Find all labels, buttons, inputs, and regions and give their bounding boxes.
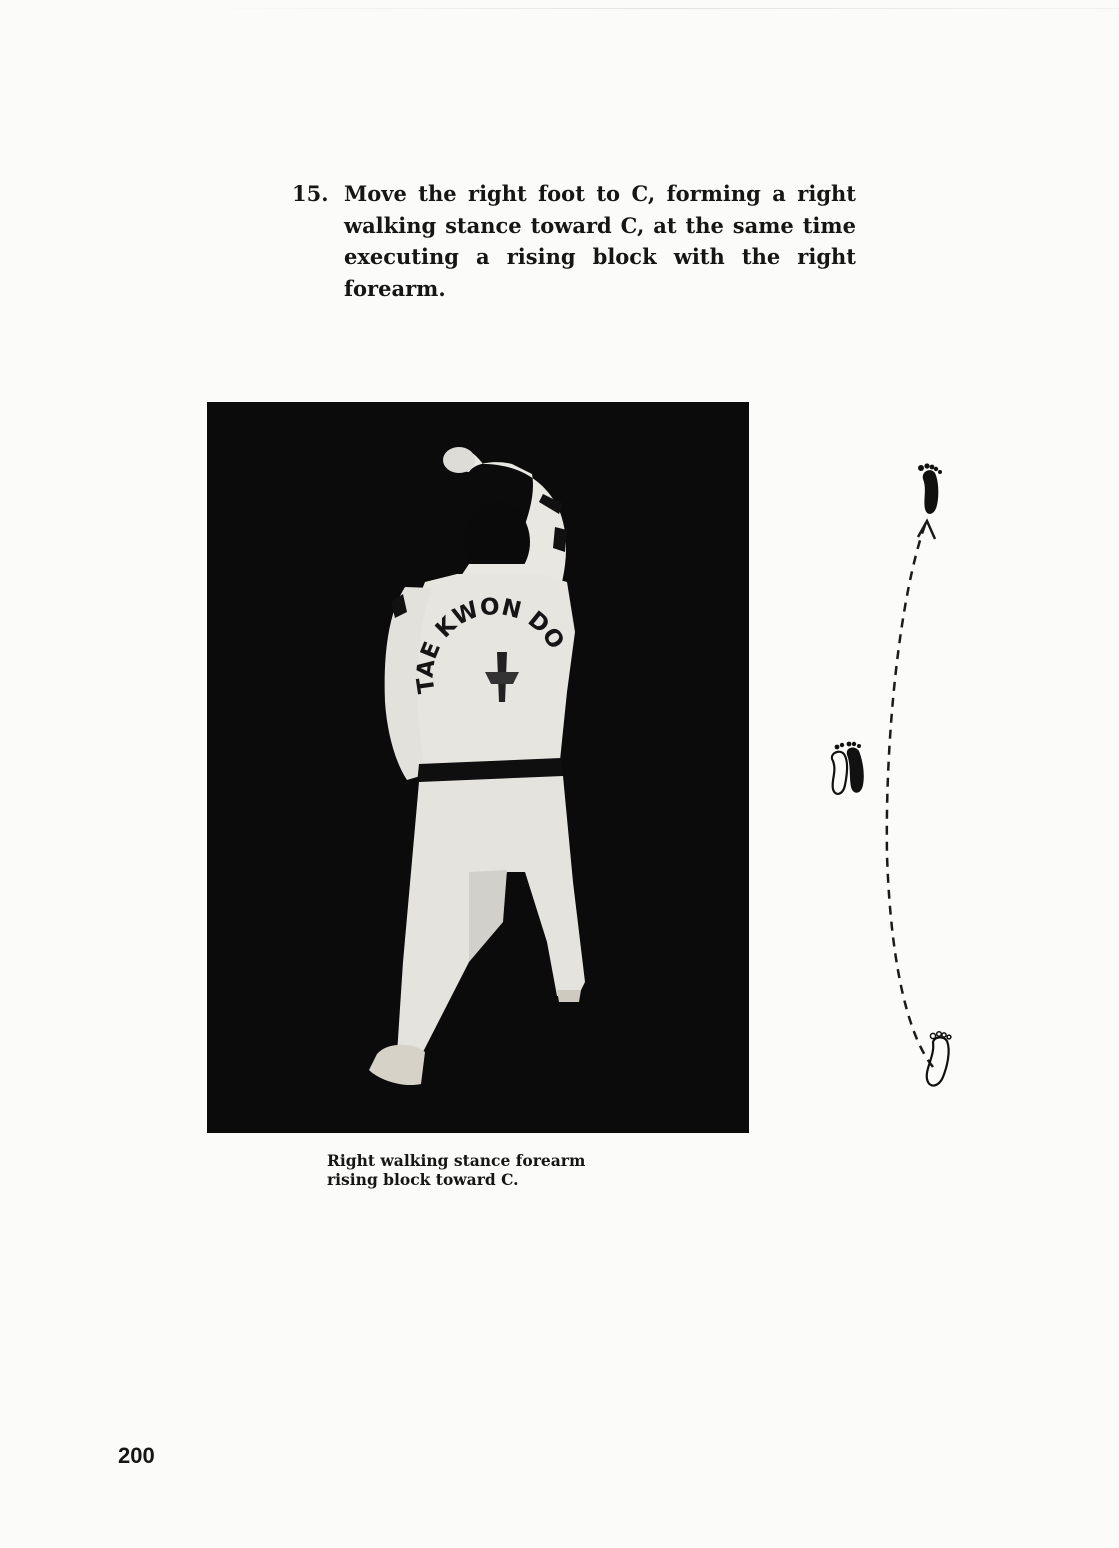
martial-artist-figure [207, 402, 749, 1133]
right-foot-start-icon [927, 1032, 951, 1086]
right-foot-end-icon [918, 463, 942, 514]
page-number: 200 [118, 1443, 155, 1468]
step-instruction [292, 178, 856, 304]
photo-caption [327, 1151, 647, 1189]
step-text: Move the right foot to C, forming a right walking stance toward C, at the same time executing a rising block with the right forearm. [344, 181, 856, 301]
stance-photo [207, 402, 749, 1133]
caption-line-1: Right walking stance forearm [327, 1151, 586, 1170]
arrowhead-icon [918, 521, 935, 539]
scan-top-edge [200, 8, 1119, 9]
left-foot-standing-icon [832, 742, 864, 794]
footwork-diagram [815, 455, 965, 1095]
movement-path [887, 525, 933, 1067]
caption-line-2: rising block toward C. [327, 1170, 519, 1189]
uniform-lettering: TAE KWON DO [412, 593, 569, 695]
step-number: 15. [292, 181, 329, 206]
